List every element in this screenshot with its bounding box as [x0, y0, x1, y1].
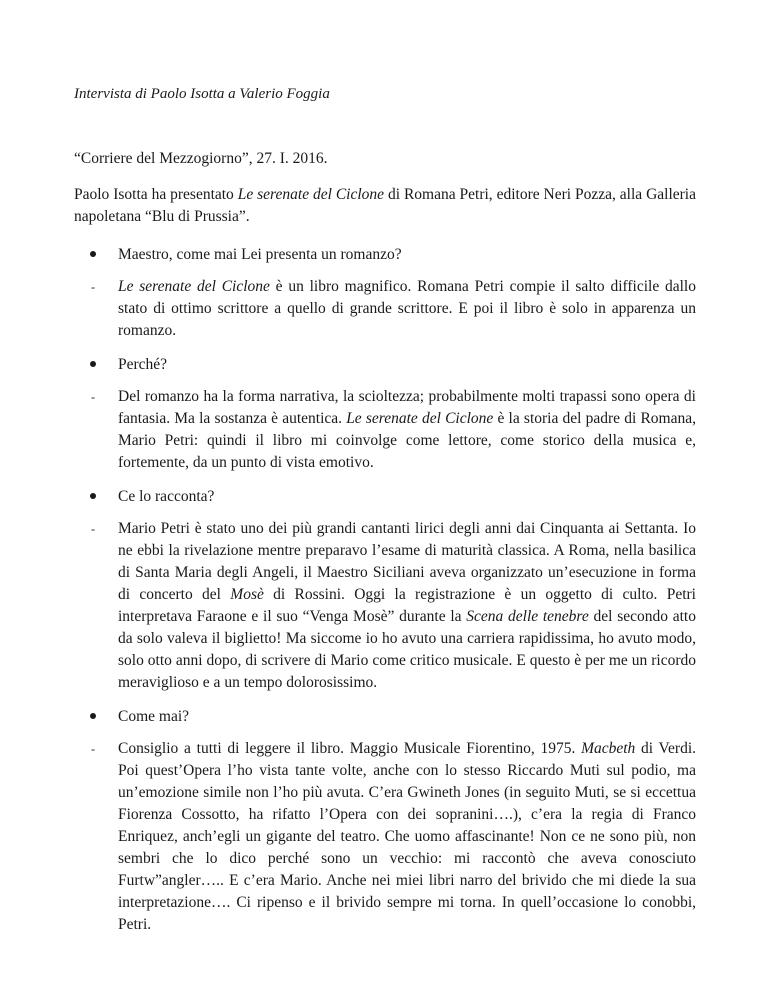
- question-4: [74, 706, 696, 728]
- question-3: [74, 486, 696, 508]
- bullet-icon: [84, 486, 102, 508]
- dash-marker: -: [90, 741, 96, 756]
- dash-marker: -: [90, 389, 96, 404]
- answer-text: è un libro magnifico. Romana Petri compie il salto difficile dallo stato di ottimo scrittore a quello di grande scrittore. E poi il libro è solo in apparenza un romanzo.: [118, 278, 696, 339]
- answer-text: Consiglio a tutti di leggere il libro. Maggio Musicale Fiorentino, 1975.: [118, 740, 582, 757]
- answer-text: Mario Petri è stato uno dei più grandi cantanti lirici degli anni dai Cinquanta ai Settanta. Io ne ebbi la rivelazione mentre preparavo l’esame di maturità classica. A Roma, nella basilica di Santa Maria degli Angeli, il Maestro Siciliani aveva organizzato un’esecuzione in forma di concerto del: [118, 520, 696, 603]
- publication-line: “Corriere del Mezzogiorno”, 27. I. 2016.: [74, 150, 328, 167]
- answer-book-title: Le serenate del Ciclone: [118, 278, 270, 295]
- question-text: Ce lo racconta?: [118, 488, 215, 505]
- question-text: Perché?: [118, 356, 168, 373]
- question-text: Come mai?: [118, 708, 190, 725]
- dash-marker: -: [90, 279, 96, 294]
- intro-paragraph: [74, 184, 696, 228]
- document-header: Intervista di Paolo Isotta a Valerio Foggia: [74, 86, 330, 102]
- answer-text: Del romanzo ha la forma narrativa, la scioltezza; probabilmente molti trapassi sono opera di fantasia. Ma la sostanza è autentica.: [118, 388, 696, 427]
- answer-3: [74, 518, 696, 694]
- answer-text: di Rossini. Oggi la registrazione è un oggetto di culto. Petri interpretava Faraone e il suo “Venga Mosè” durante la: [118, 586, 696, 625]
- answer-text: di Verdi. Poi quest’Opera l’ho vista tante volte, anche con lo stesso Riccardo Muti sul podio, ma un’emozione simile non l’ho più avuta. C’era Gwineth Jones (in seguito Muti, se si eccettua Fiorenza Cossotto, ha rifatto l’Opera con dei sopranini….), c’era la regia di Franco Enriquez, anch’egli un gigante del teatro. Che uomo affascinante! Non ce ne sono più, non sembri che lo dico perché sono un vecchio: mi raccontò che aveva conosciuto Furtw”angler….. E c’era Mario. Anche nei miei libri narro del brivido che mi diede la sua interpretazione…. Ci ripenso e il brivido sempre mi torna. In quell’occasione lo conobbi, Petri.: [118, 740, 696, 933]
- answer-text: è la storia del padre di Romana, Mario Petri: quindi il libro mi coinvolge come lettore, come storico della musica e, fortemente, da un punto di vista emotivo.: [118, 410, 696, 471]
- answer-2: [74, 386, 696, 474]
- answer-4: [74, 738, 696, 936]
- intro-text-2: di Romana Petri, editore Neri Pozza, alla Galleria napoletana “Blu di Prussia”.: [74, 186, 696, 225]
- question-1: [74, 244, 696, 266]
- bullet-icon: [84, 706, 102, 728]
- question-2: [74, 354, 696, 376]
- answer-opera-title: Macbeth: [581, 740, 636, 757]
- interview-list: [74, 244, 696, 936]
- dash-marker: -: [90, 521, 96, 536]
- bullet-icon: [84, 354, 102, 376]
- answer-1: [74, 276, 696, 342]
- answer-text: del secondo atto da solo valeva il biglietto! Ma siccome io ho avuto una carriera rapidissima, ho avuto modo, solo otto anni dopo, di scrivere di Mario come critico musicale. E questo è per me un ricordo meraviglioso e a un tempo dolorosissimo.: [118, 608, 696, 691]
- intro-text-1: Paolo Isotta ha presentato: [74, 186, 238, 203]
- answer-book-title: Le serenate del Ciclone: [346, 410, 494, 427]
- intro-book-title: Le serenate del Ciclone: [237, 186, 385, 203]
- answer-opera-title: Mosè: [230, 586, 264, 603]
- answer-scene-title: Scena delle tenebre: [466, 608, 589, 625]
- question-text: Maestro, come mai Lei presenta un romanzo?: [118, 246, 402, 263]
- bullet-icon: [84, 244, 102, 266]
